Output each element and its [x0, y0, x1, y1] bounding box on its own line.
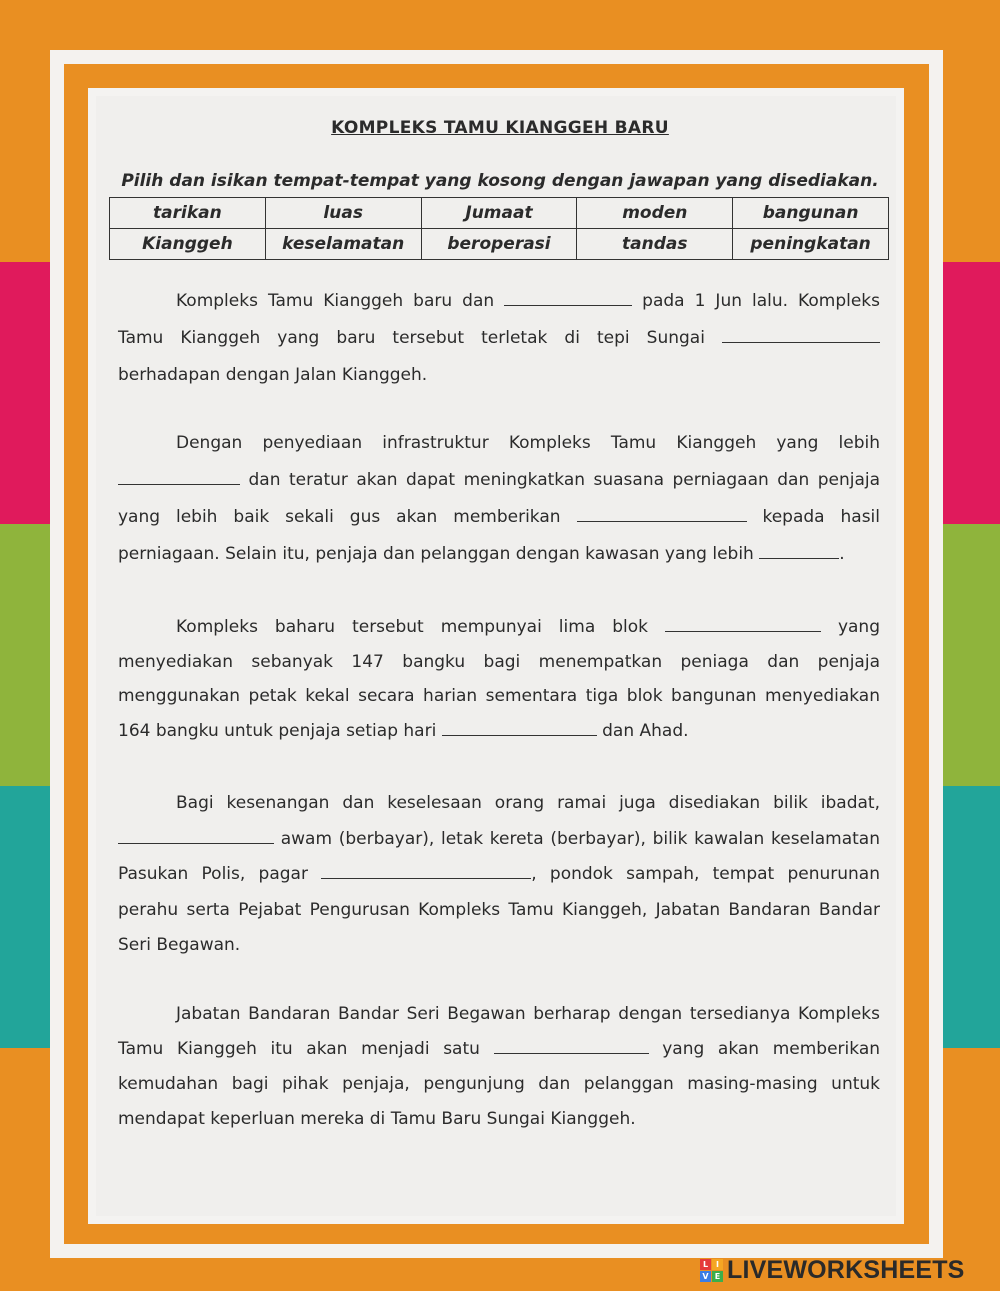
word-bank-row: [110, 198, 889, 229]
liveworksheets-logo: [700, 1257, 965, 1283]
logo-letter-l: L: [700, 1259, 711, 1270]
word-bank-cell: bangunan: [733, 198, 889, 229]
worksheet-title: KOMPLEKS TAMU KIANGGEH BARU: [331, 118, 669, 138]
answer-blank-2[interactable]: [722, 325, 880, 343]
answer-blank-6[interactable]: [665, 614, 821, 632]
word-bank-cell: peningkatan: [733, 229, 889, 260]
paragraph-1: [118, 283, 880, 394]
answer-blank-9[interactable]: [321, 861, 531, 879]
paragraph-text: , pondok sampah, tempat penurunan perahu serta Pejabat Pengurusan Kompleks Tamu Kianggeh, Jabatan Bandaran Bandar Seri Begawan.: [118, 864, 880, 955]
paragraph-text: .: [839, 544, 845, 564]
paragraph-3: [118, 610, 880, 748]
logo-letter-v: V: [700, 1271, 711, 1282]
paragraph-text: awam (berbayar), letak kereta (berbayar), bilik kawalan keselamatan Pasukan Polis, pagar: [118, 828, 880, 884]
paragraph-4: [118, 786, 880, 964]
answer-blank-1[interactable]: [504, 288, 632, 306]
paragraph-text: berhadapan dengan Jalan Kianggeh.: [118, 365, 428, 385]
paragraph-text: dan Ahad.: [602, 720, 689, 741]
answer-blank-7[interactable]: [442, 718, 597, 736]
logo-letter-e: E: [712, 1271, 723, 1282]
paragraph-text: Jabatan Bandaran Bandar Seri Begawan berharap dengan tersedianya Kompleks Tamu Kianggeh itu akan menjadi satu: [118, 1004, 880, 1059]
paragraph-text: Kompleks Tamu Kianggeh baru dan: [176, 291, 495, 311]
word-bank-row: [110, 229, 889, 260]
answer-blank-4[interactable]: [577, 504, 747, 522]
paragraph-text: kepada hasil perniagaan. Selain itu, penjaja dan pelanggan dengan kawasan yang lebih: [118, 507, 881, 564]
paragraph-5: [118, 997, 880, 1137]
paragraph-text: Bagi kesenangan dan keselesaan orang ramai juga disediakan bilik ibadat,: [176, 793, 880, 813]
logo-letter-i: I: [712, 1259, 723, 1270]
answer-blank-5[interactable]: [759, 541, 839, 559]
liveworksheets-wordmark: LIVEWORKSHEETS: [727, 1255, 965, 1284]
paragraph-text: Dengan penyediaan infrastruktur Kompleks Tamu Kianggeh yang lebih: [176, 433, 880, 453]
paragraph-text: Kompleks baharu tersebut mempunyai lima blok: [176, 617, 648, 637]
liveworksheets-logo-icon: [700, 1259, 723, 1282]
paragraph-text: yang akan memberikan kemudahan bagi pihak penjaja, pengunjung dan pelanggan masing-masing untuk mendapat keperluan mereka di Tamu Baru Sungai Kianggeh.: [118, 1039, 881, 1129]
answer-blank-10[interactable]: [494, 1036, 649, 1054]
paragraph-text: dan teratur akan dapat meningkatkan suasana perniagaan dan penjaja yang lebih baik sekali gus akan memberikan: [118, 470, 881, 527]
paragraph-text: yang menyediakan sebanyak 147 bangku bagi menempatkan peniaga dan penjaja menggunakan petak kekal secara harian sementara tiga blok bangunan menyediakan 164 bangku untuk penjaja setiap hari: [118, 617, 880, 741]
word-bank-table: [109, 197, 889, 260]
word-bank-cell: tandas: [577, 229, 733, 260]
worksheet-instruction: Pilih dan isikan tempat-tempat yang kosong dengan jawapan yang disediakan.: [121, 171, 879, 191]
word-bank-cell: Kianggeh: [110, 229, 266, 260]
word-bank-cell: beroperasi: [421, 229, 577, 260]
paragraph-text: pada 1 Jun lalu. Kompleks Tamu Kianggeh yang baru tersebut terletak di tepi Sungai: [118, 291, 880, 348]
answer-blank-3[interactable]: [118, 467, 240, 485]
answer-blank-8[interactable]: [118, 826, 274, 844]
word-bank-cell: luas: [265, 198, 421, 229]
word-bank-cell: tarikan: [110, 198, 266, 229]
word-bank-cell: Jumaat: [421, 198, 577, 229]
paragraph-2: [118, 425, 880, 573]
word-bank-cell: moden: [577, 198, 733, 229]
word-bank-cell: keselamatan: [265, 229, 421, 260]
